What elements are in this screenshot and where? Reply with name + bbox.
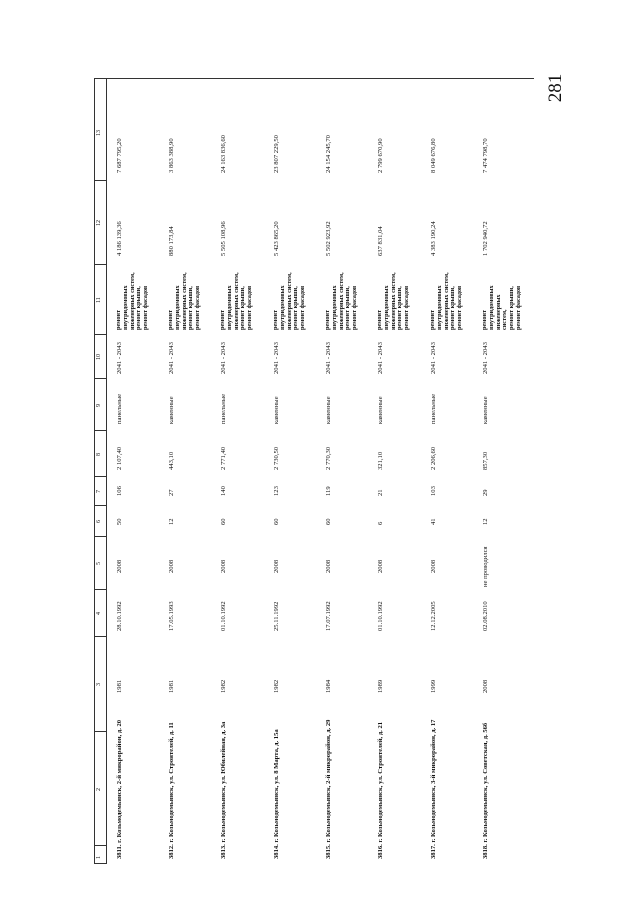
wall-material: панельные xyxy=(220,393,227,424)
year-built: 1999 xyxy=(430,679,437,693)
year-built: 1981 xyxy=(168,679,175,693)
wall-material: каменные xyxy=(377,396,384,424)
column-divider xyxy=(94,536,106,537)
repair-period: 2041 - 2043 xyxy=(430,342,437,374)
table-left-rule xyxy=(94,78,95,864)
cost-total: 3 863 388,90 xyxy=(168,138,175,173)
privatization-date: 01.10.1992 xyxy=(220,601,227,631)
row-address: 3811. г. Козьмодемьянск, 2-й микрорайон, д. 20 xyxy=(116,719,123,859)
planned-works: ремонт внутридомовых инженерных систем, ремонт крыши, ремонт фасадов xyxy=(481,285,522,330)
row-address: 3817. г. Козьмодемьянск, 3-й микрорайон, д. 17 xyxy=(430,719,437,859)
area: 857,30 xyxy=(482,451,489,470)
area: 2 770,30 xyxy=(325,446,332,470)
cost-total: 2 799 670,90 xyxy=(377,138,384,173)
area: 2 730,50 xyxy=(273,446,280,470)
last-repair: 2008 xyxy=(377,559,384,573)
last-repair: 2008 xyxy=(325,559,332,573)
cost-total: 7 687 795,20 xyxy=(116,138,123,173)
area: 2 206,60 xyxy=(430,446,437,470)
last-repair: 2008 xyxy=(116,559,123,573)
cost-total: 23 807 229,50 xyxy=(273,135,280,173)
cost-component: 1 702 940,72 xyxy=(482,221,489,256)
repair-period: 2041 - 2043 xyxy=(116,342,123,374)
last-repair: 2008 xyxy=(273,559,280,573)
wall-material: панельные xyxy=(116,393,123,424)
column-number: 6 xyxy=(96,520,102,523)
column-number: 12 xyxy=(96,220,102,226)
table-right-rule xyxy=(106,78,107,864)
column-number: 13 xyxy=(96,130,102,136)
privatization-date: 12.12.2005 xyxy=(430,601,437,631)
cost-component: 5 502 923,92 xyxy=(325,221,332,256)
row-address: 3815. г. Козьмодемьянск, 2-й микрорайон, д. 29 xyxy=(325,719,332,859)
column-divider xyxy=(94,430,106,431)
column-divider xyxy=(94,180,106,181)
year-built: 1982 xyxy=(220,679,227,693)
year-built: 1981 xyxy=(116,679,123,693)
residents: 119 xyxy=(325,486,332,496)
privatization-date: 01.10.1992 xyxy=(377,601,384,631)
apartments: 60 xyxy=(325,518,332,525)
planned-works: ремонт внутридомовых инженерных систем, ремонт крыши, ремонт фасадов xyxy=(429,272,464,330)
residents: 21 xyxy=(377,489,384,496)
column-divider xyxy=(94,264,106,265)
last-repair: 2008 xyxy=(430,559,437,573)
row-address: 3814. г. Козьмодемьянск, ул. 8 Марта, д. 15а xyxy=(273,729,280,859)
privatization-date: 02.08.2010 xyxy=(482,601,489,631)
residents: 106 xyxy=(116,486,123,496)
apartments: 12 xyxy=(168,518,175,525)
cost-total: 24 163 836,60 xyxy=(220,135,227,173)
area: 2 771,40 xyxy=(220,446,227,470)
year-built: 1989 xyxy=(377,679,384,693)
column-number: 11 xyxy=(96,297,102,303)
repair-period: 2041 - 2043 xyxy=(325,342,332,374)
column-number: 5 xyxy=(96,562,102,565)
cost-component: 4 186 139,36 xyxy=(116,221,123,256)
wall-material: каменные xyxy=(325,396,332,424)
wall-material: панельные xyxy=(430,393,437,424)
repair-period: 2041 - 2043 xyxy=(220,342,227,374)
planned-works: ремонт внутридомовых инженерных систем, ремонт крыши, ремонт фасадов xyxy=(376,272,411,330)
year-built: 2008 xyxy=(482,679,489,693)
apartments: 12 xyxy=(482,518,489,525)
column-number: 7 xyxy=(96,490,102,493)
repair-period: 2041 - 2043 xyxy=(377,342,384,374)
area: 321,10 xyxy=(377,451,384,470)
column-divider xyxy=(94,334,106,335)
cost-component: 5 505 108,96 xyxy=(220,221,227,256)
column-divider xyxy=(94,636,106,637)
cost-component: 4 383 190,24 xyxy=(430,221,437,256)
row-address: 3812. г. Козьмодемьянск, ул. Строителей, д. 11 xyxy=(168,722,175,859)
planned-works: ремонт внутридомовых инженерных систем, ремонт крыши, ремонт фасадов xyxy=(272,272,307,330)
cost-component: 637 831,04 xyxy=(377,226,384,256)
repair-period: 2041 - 2043 xyxy=(273,342,280,374)
row-address: 3816. г. Козьмодемьянск, ул. Строителей, д. 21 xyxy=(377,721,384,859)
column-divider xyxy=(94,589,106,590)
area: 443,10 xyxy=(168,451,175,470)
cost-component: 5 423 865,20 xyxy=(273,221,280,256)
column-number: 8 xyxy=(96,453,102,456)
residents: 29 xyxy=(482,489,489,496)
residents: 27 xyxy=(168,489,175,496)
privatization-date: 17.07.1992 xyxy=(325,601,332,631)
cost-component: 880 173,84 xyxy=(168,226,175,256)
year-built: 1984 xyxy=(325,679,332,693)
column-number: 4 xyxy=(96,612,102,615)
repair-period: 2041 - 2043 xyxy=(482,342,489,374)
cost-total: 8 049 676,80 xyxy=(430,138,437,173)
privatization-date: 25.11.1992 xyxy=(273,601,280,631)
wall-material: каменные xyxy=(273,396,280,424)
apartments: 60 xyxy=(273,518,280,525)
column-divider xyxy=(94,731,106,732)
column-number: 1 xyxy=(96,856,102,859)
apartments: 50 xyxy=(116,518,123,525)
column-divider xyxy=(94,505,106,506)
row-address: 3813. г. Козьмодемьянск, ул. Юбилейная, д. 3а xyxy=(220,721,227,859)
privatization-date: 28.10.1992 xyxy=(116,601,123,631)
column-number: 9 xyxy=(96,404,102,407)
residents: 123 xyxy=(273,486,280,496)
column-number: 10 xyxy=(96,354,102,360)
table-bottom-rule xyxy=(94,863,106,864)
column-number: 3 xyxy=(96,683,102,686)
apartments: 6 xyxy=(377,521,384,525)
privatization-date: 17.05.1993 xyxy=(168,601,175,631)
planned-works: ремонт внутридомовых инженерных систем, ремонт крыши, ремонт фасадов xyxy=(324,272,359,330)
housing-register-table xyxy=(94,78,534,864)
apartments: 60 xyxy=(220,518,227,525)
year-built: 1982 xyxy=(273,679,280,693)
area: 2 107,40 xyxy=(116,446,123,470)
cost-total: 7 474 798,70 xyxy=(482,138,489,173)
apartments: 41 xyxy=(430,518,437,525)
planned-works: ремонт внутридомовых инженерных систем, ремонт крыши, ремонт фасадов xyxy=(219,272,254,330)
table-top-rule xyxy=(94,78,534,79)
repair-period: 2041 - 2043 xyxy=(168,342,175,374)
planned-works: ремонт внутридомовых инженерных систем, ремонт крыши, ремонт фасадов xyxy=(115,272,150,330)
cost-total: 24 154 245,70 xyxy=(325,135,332,173)
last-repair: 2008 xyxy=(168,559,175,573)
residents: 103 xyxy=(430,486,437,496)
row-address: 3818. г. Козьмодемьянск, ул. Советская, д. 56б xyxy=(482,722,489,859)
column-number: 2 xyxy=(96,788,102,791)
residents: 140 xyxy=(220,486,227,496)
last-repair: 2008 xyxy=(220,559,227,573)
last-repair: не проводился xyxy=(482,546,489,587)
column-divider xyxy=(94,378,106,379)
wall-material: каменные xyxy=(482,396,489,424)
wall-material: каменные xyxy=(168,396,175,424)
planned-works: ремонт внутридомовых инженерных систем, ремонт крыши, ремонт фасадов xyxy=(167,272,202,330)
column-divider xyxy=(94,845,106,846)
page-number: 281 xyxy=(545,73,566,103)
column-divider xyxy=(94,476,106,477)
